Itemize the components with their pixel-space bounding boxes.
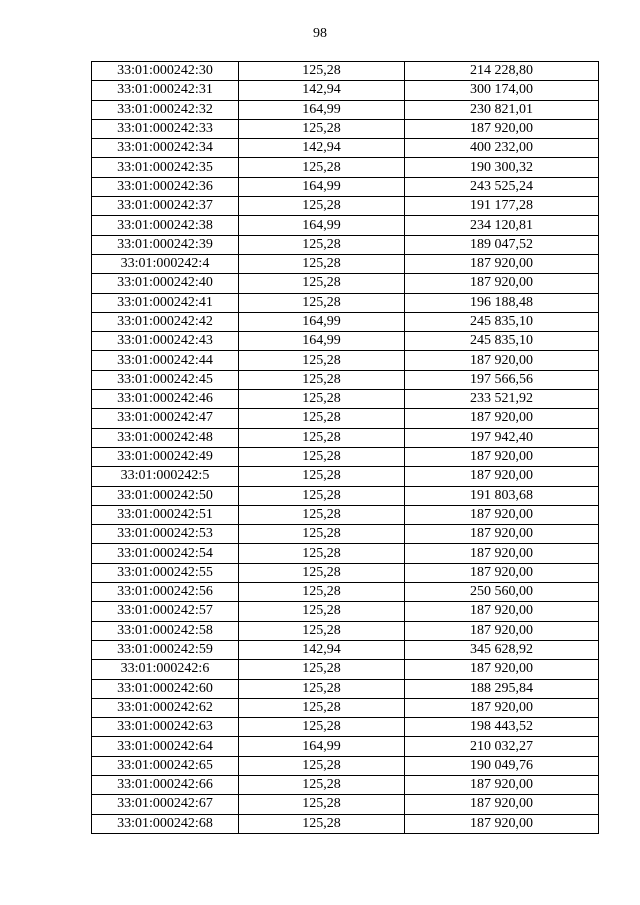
area-cell: 125,28 (239, 505, 405, 524)
cadastral-value-table (91, 61, 599, 834)
area-cell: 125,28 (239, 679, 405, 698)
area-cell: 125,28 (239, 467, 405, 486)
cadastral-value-cell: 250 560,00 (405, 583, 599, 602)
table-row (92, 775, 599, 794)
cadastral-value-cell: 187 920,00 (405, 795, 599, 814)
cadastral-value-cell: 234 120,81 (405, 216, 599, 235)
cadastral-value-cell: 187 920,00 (405, 274, 599, 293)
page-number: 98 (313, 26, 327, 41)
cadastral-number-cell: 33:01:000242:4 (92, 254, 239, 273)
table-row (92, 583, 599, 602)
table-row (92, 756, 599, 775)
cadastral-number-cell: 33:01:000242:33 (92, 119, 239, 138)
cadastral-value-cell: 191 177,28 (405, 197, 599, 216)
cadastral-value-cell: 187 920,00 (405, 351, 599, 370)
table-row (92, 390, 599, 409)
cadastral-value-cell: 196 188,48 (405, 293, 599, 312)
area-cell: 125,28 (239, 486, 405, 505)
cadastral-number-cell: 33:01:000242:32 (92, 100, 239, 119)
table-row (92, 602, 599, 621)
area-cell: 125,28 (239, 62, 405, 81)
cadastral-value-cell: 197 566,56 (405, 370, 599, 389)
area-cell: 125,28 (239, 660, 405, 679)
table-row (92, 447, 599, 466)
cadastral-value-cell: 187 920,00 (405, 814, 599, 833)
cadastral-number-cell: 33:01:000242:67 (92, 795, 239, 814)
cadastral-number-cell: 33:01:000242:34 (92, 139, 239, 158)
cadastral-value-cell: 187 920,00 (405, 698, 599, 717)
cadastral-value-cell: 188 295,84 (405, 679, 599, 698)
cadastral-number-cell: 33:01:000242:35 (92, 158, 239, 177)
area-cell: 164,99 (239, 737, 405, 756)
table-row (92, 370, 599, 389)
cadastral-value-cell: 191 803,68 (405, 486, 599, 505)
cadastral-number-cell: 33:01:000242:43 (92, 332, 239, 351)
table-row (92, 525, 599, 544)
area-cell: 164,99 (239, 216, 405, 235)
cadastral-number-cell: 33:01:000242:55 (92, 563, 239, 582)
table-row (92, 679, 599, 698)
cadastral-value-cell: 214 228,80 (405, 62, 599, 81)
area-cell: 142,94 (239, 139, 405, 158)
area-cell: 125,28 (239, 795, 405, 814)
cadastral-value-cell: 233 521,92 (405, 390, 599, 409)
table-row (92, 428, 599, 447)
cadastral-value-cell: 187 920,00 (405, 409, 599, 428)
cadastral-number-cell: 33:01:000242:48 (92, 428, 239, 447)
area-cell: 125,28 (239, 563, 405, 582)
area-cell: 125,28 (239, 197, 405, 216)
cadastral-number-cell: 33:01:000242:65 (92, 756, 239, 775)
cadastral-number-cell: 33:01:000242:37 (92, 197, 239, 216)
area-cell: 125,28 (239, 293, 405, 312)
cadastral-number-cell: 33:01:000242:58 (92, 621, 239, 640)
cadastral-value-cell: 243 525,24 (405, 177, 599, 196)
area-cell: 125,28 (239, 254, 405, 273)
table-row (92, 814, 599, 833)
area-cell: 125,28 (239, 756, 405, 775)
cadastral-value-cell: 187 920,00 (405, 505, 599, 524)
area-cell: 125,28 (239, 814, 405, 833)
area-cell: 125,28 (239, 351, 405, 370)
table-row (92, 177, 599, 196)
table-row (92, 81, 599, 100)
cadastral-number-cell: 33:01:000242:60 (92, 679, 239, 698)
table-row (92, 197, 599, 216)
cadastral-number-cell: 33:01:000242:64 (92, 737, 239, 756)
cadastral-number-cell: 33:01:000242:63 (92, 718, 239, 737)
table-row (92, 274, 599, 293)
cadastral-value-cell: 187 920,00 (405, 544, 599, 563)
cadastral-value-cell: 187 920,00 (405, 525, 599, 544)
table-row (92, 351, 599, 370)
area-cell: 125,28 (239, 583, 405, 602)
area-cell: 125,28 (239, 447, 405, 466)
cadastral-number-cell: 33:01:000242:38 (92, 216, 239, 235)
table-row (92, 467, 599, 486)
area-cell: 125,28 (239, 235, 405, 254)
cadastral-value-cell: 197 942,40 (405, 428, 599, 447)
table-row (92, 254, 599, 273)
cadastral-value-cell: 187 920,00 (405, 660, 599, 679)
cadastral-value-cell: 198 443,52 (405, 718, 599, 737)
table-row (92, 216, 599, 235)
cadastral-number-cell: 33:01:000242:44 (92, 351, 239, 370)
cadastral-number-cell: 33:01:000242:66 (92, 775, 239, 794)
cadastral-value-cell: 187 920,00 (405, 119, 599, 138)
cadastral-value-cell: 300 174,00 (405, 81, 599, 100)
table-row (92, 621, 599, 640)
area-cell: 164,99 (239, 332, 405, 351)
table-row (92, 737, 599, 756)
table-row (92, 563, 599, 582)
table-row (92, 158, 599, 177)
cadastral-number-cell: 33:01:000242:57 (92, 602, 239, 621)
cadastral-number-cell: 33:01:000242:56 (92, 583, 239, 602)
table-row (92, 332, 599, 351)
table-row (92, 62, 599, 81)
cadastral-value-cell: 187 920,00 (405, 467, 599, 486)
cadastral-value-cell: 187 920,00 (405, 447, 599, 466)
cadastral-value-cell: 245 835,10 (405, 332, 599, 351)
area-cell: 125,28 (239, 158, 405, 177)
cadastral-number-cell: 33:01:000242:47 (92, 409, 239, 428)
cadastral-value-cell: 187 920,00 (405, 563, 599, 582)
cadastral-number-cell: 33:01:000242:51 (92, 505, 239, 524)
cadastral-number-cell: 33:01:000242:45 (92, 370, 239, 389)
area-cell: 125,28 (239, 119, 405, 138)
table-body (92, 62, 599, 834)
area-cell: 125,28 (239, 370, 405, 389)
cadastral-number-cell: 33:01:000242:59 (92, 640, 239, 659)
area-cell: 125,28 (239, 428, 405, 447)
cadastral-number-cell: 33:01:000242:6 (92, 660, 239, 679)
cadastral-number-cell: 33:01:000242:46 (92, 390, 239, 409)
table-row (92, 544, 599, 563)
area-cell: 125,28 (239, 698, 405, 717)
table-row (92, 505, 599, 524)
table-row (92, 119, 599, 138)
area-cell: 125,28 (239, 274, 405, 293)
cadastral-number-cell: 33:01:000242:49 (92, 447, 239, 466)
cadastral-number-cell: 33:01:000242:41 (92, 293, 239, 312)
table-row (92, 660, 599, 679)
cadastral-value-cell: 400 232,00 (405, 139, 599, 158)
cadastral-value-cell: 245 835,10 (405, 312, 599, 331)
area-cell: 142,94 (239, 81, 405, 100)
area-cell: 142,94 (239, 640, 405, 659)
area-cell: 164,99 (239, 177, 405, 196)
cadastral-value-cell: 187 920,00 (405, 254, 599, 273)
cadastral-number-cell: 33:01:000242:30 (92, 62, 239, 81)
cadastral-number-cell: 33:01:000242:42 (92, 312, 239, 331)
cadastral-number-cell: 33:01:000242:5 (92, 467, 239, 486)
cadastral-value-cell: 189 047,52 (405, 235, 599, 254)
table-row (92, 139, 599, 158)
table-row (92, 235, 599, 254)
cadastral-value-cell: 187 920,00 (405, 621, 599, 640)
cadastral-number-cell: 33:01:000242:68 (92, 814, 239, 833)
table-row (92, 293, 599, 312)
area-cell: 125,28 (239, 390, 405, 409)
table-row (92, 795, 599, 814)
area-cell: 164,99 (239, 312, 405, 331)
cadastral-number-cell: 33:01:000242:62 (92, 698, 239, 717)
table-row (92, 312, 599, 331)
area-cell: 125,28 (239, 525, 405, 544)
cadastral-number-cell: 33:01:000242:31 (92, 81, 239, 100)
table-row (92, 640, 599, 659)
table-row (92, 409, 599, 428)
cadastral-number-cell: 33:01:000242:36 (92, 177, 239, 196)
area-cell: 125,28 (239, 602, 405, 621)
cadastral-number-cell: 33:01:000242:39 (92, 235, 239, 254)
cadastral-value-cell: 190 049,76 (405, 756, 599, 775)
cadastral-value-cell: 230 821,01 (405, 100, 599, 119)
table-row (92, 100, 599, 119)
area-cell: 125,28 (239, 621, 405, 640)
cadastral-value-cell: 345 628,92 (405, 640, 599, 659)
cadastral-number-cell: 33:01:000242:50 (92, 486, 239, 505)
area-cell: 164,99 (239, 100, 405, 119)
cadastral-number-cell: 33:01:000242:54 (92, 544, 239, 563)
cadastral-value-cell: 187 920,00 (405, 602, 599, 621)
table-row (92, 718, 599, 737)
table-row (92, 486, 599, 505)
area-cell: 125,28 (239, 409, 405, 428)
area-cell: 125,28 (239, 718, 405, 737)
area-cell: 125,28 (239, 544, 405, 563)
cadastral-number-cell: 33:01:000242:53 (92, 525, 239, 544)
cadastral-value-cell: 187 920,00 (405, 775, 599, 794)
table-row (92, 698, 599, 717)
cadastral-value-cell: 210 032,27 (405, 737, 599, 756)
cadastral-number-cell: 33:01:000242:40 (92, 274, 239, 293)
cadastral-value-cell: 190 300,32 (405, 158, 599, 177)
area-cell: 125,28 (239, 775, 405, 794)
